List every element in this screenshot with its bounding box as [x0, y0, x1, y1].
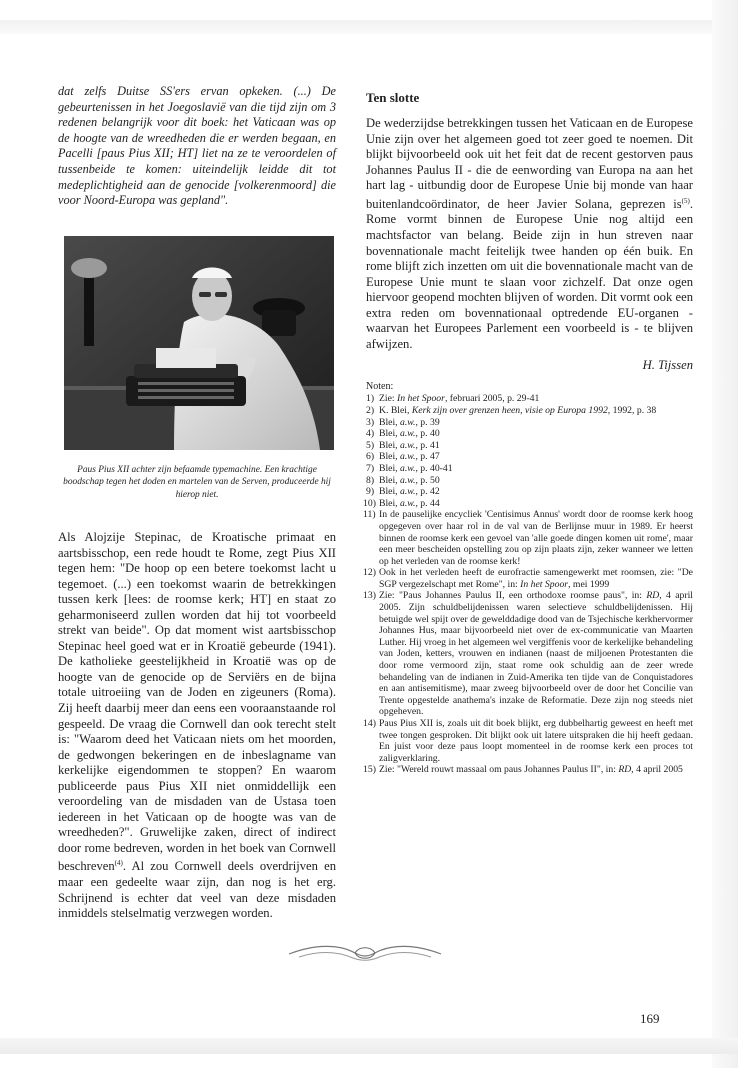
- note-text: Blei,: [379, 439, 400, 451]
- note-text-end: , p. 42: [415, 486, 440, 498]
- note-number: 5): [366, 439, 375, 451]
- note-text: Ook in het verleden heeft de eurofractie samengewerkt met roomsen, zie: "De SGP vergezelschapt met Rome", in:: [379, 567, 693, 590]
- note-text-end: , p. 39: [415, 416, 440, 428]
- note-text: Blei,: [379, 497, 400, 509]
- note-emphasis: a.w.: [400, 451, 416, 463]
- page-edge-right: [712, 0, 738, 1068]
- note-emphasis: a.w.: [400, 439, 416, 451]
- right-body-end: . Rome vormt binnen de Europese Unie nog altijd een machtsfactor van belang. Beide zijn in hun streven naar bovennationale macht feitelijk twee handen op één buik. En rome blijft zich inzetten om uit die bovennationale macht van de Europese Unie munt te slaan voor zichzelf. Dat onze ogen hiervoor geopend mochten blijven of worden. Dit vormt ook een extra reden om bovennationaal optredende EU-organen - waarvan het Europees Parlement een voorbeeld is - te blijven afwijzen.: [366, 196, 693, 351]
- note-number: 14): [363, 718, 376, 730]
- note-item: [366, 486, 693, 498]
- footnote-ref-5: (5): [681, 196, 690, 205]
- note-item: [366, 475, 693, 487]
- note-text-end: , p. 47: [415, 451, 440, 463]
- left-body-paragraph: [58, 530, 336, 922]
- note-number: 3): [366, 416, 375, 428]
- note-text: Paus Pius XII is, zoals uit dit boek blijkt, erg dubbelhartig geweest en heeft met twee tongen gesproken. Dit blijkt ook uit latere uitspraken die hij heeft gedaan. En juist voor deze paus loopt momenteel in de roomse kerk een proces tot zaligverklaring.: [379, 718, 693, 764]
- note-number: 2): [366, 404, 375, 416]
- right-body-paragraph: [366, 116, 693, 352]
- note-item: [363, 718, 693, 764]
- photo-pius-xii-typewriter: [64, 236, 334, 450]
- note-text: Blei,: [379, 486, 400, 498]
- note-emphasis: RD: [618, 764, 632, 776]
- page-edge-top: [0, 20, 738, 34]
- note-text-end: , p. 50: [415, 474, 440, 486]
- quote-paragraph: dat zelfs Duitse SS'ers ervan opkeken. (...) De gebeurtenissen in het Joegoslavië van die tijd zijn om 3 redenen belangrijk voor dit boek: het Vaticaan was op de hoogte van de wreedheden die er werden begaan, en Pacelli [paus Pius XII; HT] liet na ze te veroordelen of tussenbeide te komen: uiteindelijk leidde dit tot medeplichtigheid aan de genocide [volkerenmoord] die voor Noord-Europa was gepland".: [58, 84, 336, 208]
- note-emphasis: RD: [646, 590, 660, 602]
- note-item: [363, 567, 693, 590]
- note-number: 12): [363, 567, 376, 579]
- left-body-end: . Al zou Cornwell deels overdrijven en maar een gedeelte waar zijn, dan nog is het erg. Schrijnend is echter dat veel van deze misdaden inmiddels stelselmatig verzwegen worden.: [58, 859, 336, 921]
- note-emphasis: In het Spoor: [397, 393, 445, 405]
- note-text-end: , mei 1999: [568, 578, 610, 590]
- note-text: Blei,: [379, 428, 400, 440]
- note-text: Blei,: [379, 462, 400, 474]
- note-text: K. Blei,: [379, 404, 412, 416]
- note-item: [366, 440, 693, 452]
- note-item: [366, 393, 693, 405]
- note-item: [366, 463, 693, 475]
- photo-caption: Paus Pius XII achter zijn befaamde typemachine. Een krachtige boodschap tegen het doden en martelen van de Serven, produceerde hij hierop niet.: [63, 465, 331, 500]
- note-text-end: , p. 44: [415, 497, 440, 509]
- section-heading: Ten slotte: [366, 90, 420, 105]
- note-text-end: , p. 40-41: [415, 462, 453, 474]
- note-text: Blei,: [379, 416, 400, 428]
- note-item: [363, 764, 693, 776]
- note-item: [363, 590, 693, 718]
- notes-label: Noten:: [366, 381, 394, 393]
- note-text-end: , p. 41: [415, 439, 440, 451]
- note-text: Zie: "Wereld rouwt massaal om paus Johannes Paulus II", in:: [379, 764, 619, 776]
- left-column: [58, 84, 336, 209]
- note-emphasis: a.w.: [400, 462, 416, 474]
- note-emphasis: a.w.: [400, 474, 416, 486]
- note-number: 6): [366, 451, 375, 463]
- note-text: Zie:: [379, 393, 398, 405]
- note-item: [366, 417, 693, 429]
- note-emphasis: a.w.: [400, 486, 416, 498]
- note-text-end: , 4 april 2005: [631, 764, 683, 776]
- note-text: In de pauselijke encycliek 'Centisimus Annus' wordt door de roomse kerk hoog opgegeven over haar rol in de val van de Berlijnse muur in 1989. Er heerst binnen de roomse kerk een gevoel van 'alle goede dingen komen uit rome', maar een meer bescheiden opstelling zou op zijn plaats zijn, zeker wanneer we letten op het verleden van de roomse kerk!: [379, 509, 693, 567]
- note-number: 4): [366, 428, 375, 440]
- note-emphasis: a.w.: [400, 428, 416, 440]
- note-number: 7): [366, 462, 375, 474]
- note-text: Zie: "Paus Johannes Paulus II, een orthodoxe roomse paus", in:: [379, 590, 647, 602]
- note-number: 10): [363, 497, 376, 509]
- note-number: 15): [363, 764, 376, 776]
- left-body-text: [58, 530, 336, 922]
- page-number: 169: [640, 1011, 660, 1026]
- right-column: [363, 84, 693, 776]
- note-text: Blei,: [379, 474, 400, 486]
- note-text-end: , februari 2005, p. 29-41: [444, 393, 540, 405]
- note-item: [366, 428, 693, 440]
- author-signature: H. Tijssen: [642, 358, 693, 373]
- decorative-flourish-icon: [285, 940, 445, 966]
- notes-list: [363, 393, 693, 776]
- footnote-ref-4: (4): [114, 859, 123, 868]
- note-item: [363, 497, 693, 510]
- note-number: 9): [366, 486, 375, 498]
- left-body-main: Als Alojzije Stepinac, de Kroatische primaat en aartsbisschop, een rede houdt te Rome, zegt Pius XII tegen hem: "De hoop op een betere toekomst lacht u tegemoet. (...) een toekomst waarin de betrekkingen tussen kerk [lees: de roomse kerk; HT] en staat zo geharmoniseerd zullen worden dat hij tot voorbeeld strekt van beide". Op dat moment wist aartsbisschop Stepinac heel goed wat er in Kroatië gebeurde (1941). De katholieke geestelijkheid in Kroatië was op de hoogte van de genocide op de Serviërs en de bijna totale uitroeiing van de Joden en zigeuners (Roma). Zij heeft daarbij meer dan eens een vooraanstaande rol gespeeld. De vraag die Cornwell dan ook terecht stelt is: "Waarom deed het Vaticaan niets om het moorden, de gedwongen bekeringen en de inbeslagname van kerkelijke eigendommen te stoppen? En waarom publiceerde paus Pius XII niet onmiddellijk een veroordeling van de misdaden van de Ustasa toen iedereen in het Vaticaan op de hoogte was van de wreedheden?". Gruwelijke zaken, direct of indirect door rome bedreven, worden in het boek van Cornwell beschreven: [58, 530, 336, 874]
- note-number: 11): [363, 509, 376, 521]
- note-text-end: , p. 40: [415, 428, 440, 440]
- right-body-main: De wederzijdse betrekkingen tussen het Vaticaan en de Europese Unie zijn over het algemeen goed tot zeer goed te noemen. Dit blijkt bijvoorbeeld ook uit het feit dat de recent gestorven paus Johannes Paulus II - die de eenwording van Europa na aan het hart lag - uitbundig door de Europese Unie bij monde van haar buitenlandcoördinator, de heer Javier Solana, geprezen is: [366, 116, 693, 211]
- note-number: 1): [366, 393, 375, 405]
- note-item: [366, 451, 693, 463]
- note-number: 8): [366, 474, 375, 486]
- note-emphasis: In het Spoor: [520, 578, 569, 590]
- note-text: Blei,: [379, 451, 400, 463]
- note-emphasis: a.w.: [400, 497, 416, 509]
- note-emphasis: Kerk zijn over grenzen heen, visie op Europa 1992: [411, 404, 608, 416]
- photo-illustration: [64, 236, 334, 450]
- note-item: [363, 509, 693, 567]
- note-text-end: , 4 april 2005. Zijn schuldbelijdenissen waren selectieve schuldbelijdenissen. Hij betuigde wel spijt over de gewelddadige dood van de Tsjechische kerkhervormer Johannes Hus, maar bijvoorbeeld niet over de ex-communicatie van Maarten Luther. Hij vroeg in het algemeen wel vergiffenis voor de kerkelijke behandeling van Joden, ketters, vrouwen en indianen (naast de miljoenen Protestanten die door rome vermoord zijn, staat rome ook schuldig aan de zeer wrede behandeling van de indianen in Zuid-Amerika ten tijde van de Conquistadores en aan antisemitisme), maar zweeg bijvoorbeeld over de door het Concilie van Trente opgestelde anathema's inzake de Reformatie. Deze zijn nog steeds niet opgeheven.: [379, 590, 693, 718]
- note-number: 13): [363, 590, 376, 602]
- page-edge-bottom: [0, 1038, 738, 1054]
- note-emphasis: a.w.: [400, 416, 416, 428]
- note-item: [366, 405, 693, 417]
- note-text-end: , 1992, p. 38: [607, 404, 657, 416]
